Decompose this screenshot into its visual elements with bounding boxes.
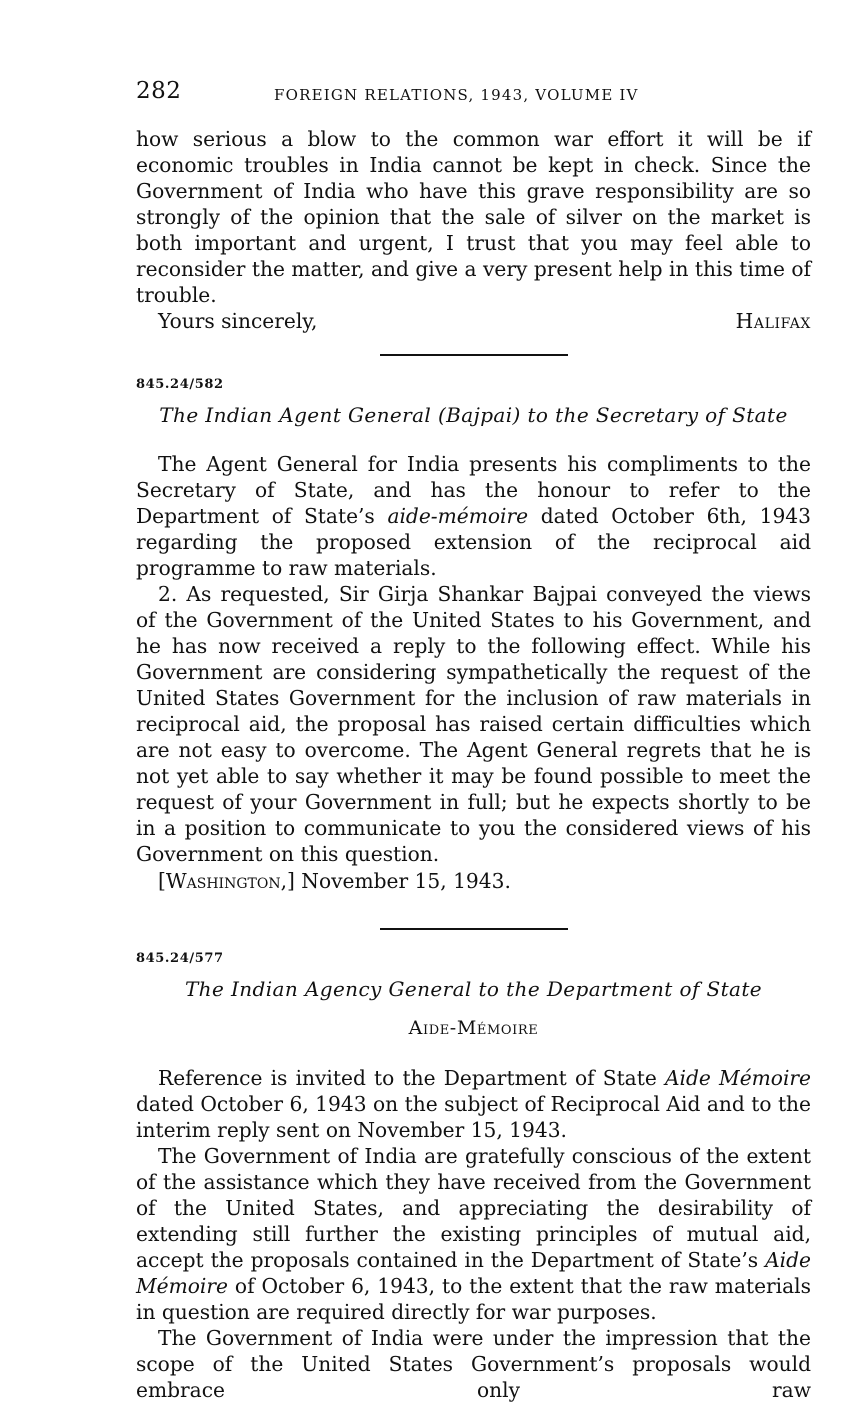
document-subtitle: Aide-Mémoire — [408, 1017, 539, 1039]
place-name: Washington, — [165, 869, 287, 893]
signature-line — [136, 308, 811, 334]
document-date: November 15, 1943. — [301, 869, 511, 893]
italic-term: Aide Mémoire — [136, 1248, 811, 1298]
paragraph-text: dated October 6, 1943 on the subject of Reciprocal Aid and to the interim reply sent on November 15, 1943. — [136, 1092, 811, 1142]
place-date-line: [Washington,] November 15, 1943. — [158, 869, 511, 893]
file-reference: 845.24/582 — [136, 377, 224, 392]
paragraph-text: dated October 6th, 1943 regarding the proposed extension of the reciprocal aid programme to raw materials. — [136, 504, 811, 580]
body-paragraph — [136, 1065, 811, 1143]
paragraph-text: of October 6, 1943, to the extent that the raw materials in question are required directly for war purposes. — [136, 1274, 811, 1324]
body-paragraph — [136, 1143, 811, 1325]
page-number: 282 — [136, 78, 182, 104]
document-page — [136, 78, 811, 1403]
running-header — [136, 78, 811, 112]
body-paragraph — [136, 451, 811, 581]
document-title: The Indian Agency General to the Department of State — [184, 977, 763, 1001]
continuation-paragraph: how serious a blow to the common war effort it will be if economic troubles in India cannot be kept in check. Since the Government of India who have this grave responsibility are so strongly of the opinion that the sale of silver on the market is both important and urgent, I trust that you may feel able to reconsider the matter, and give a very present help in this time of trouble. — [136, 127, 811, 307]
document-title: The Indian Agent General (Bajpai) to the Secretary of State — [159, 403, 788, 427]
closing-salutation: Yours sincerely, — [158, 309, 318, 333]
paragraph-text: Reference is invited to the Department of State — [158, 1066, 665, 1090]
file-reference: 845.24/577 — [136, 951, 224, 966]
italic-term: Aide Mémoire — [664, 1066, 811, 1090]
italic-term: aide-mémoire — [387, 504, 529, 528]
signer-name: Halifax — [735, 309, 811, 333]
section-divider — [380, 928, 568, 930]
paragraph-text: The Government of India are gratefully conscious of the extent of the assistance which they have received from the Government of the United States, and appreciating the desirability of extending still further the existing principles of mutual aid, accept the proposals contained in the Department of State’s — [136, 1144, 811, 1272]
section-divider — [380, 354, 568, 356]
body-paragraph: 2. As requested, Sir Girja Shankar Bajpai conveyed the views of the Government of the United States to his Government, and he has now received a reply to the following effect. While his Government are considering sympathetically the request of the United States Government for the inclusion of raw materials in reciprocal aid, the proposal has raised certain difficulties which are not easy to overcome. The Agent General regrets that he is not yet able to say whether it may be found possible to meet the request of your Government in full; but he expects shortly to be in a position to communicate to you the considered views of his Government on this question. — [136, 582, 811, 866]
body-paragraph: The Government of India were under the impression that the scope of the United States Government’s proposals would embrace only raw — [136, 1326, 811, 1402]
paragraph-text: The Agent General for India presents his compliments to the Secretary of State, and has the honour to refer to the Department of State’s — [136, 452, 811, 528]
running-title: FOREIGN RELATIONS, 1943, VOLUME IV — [274, 86, 639, 104]
